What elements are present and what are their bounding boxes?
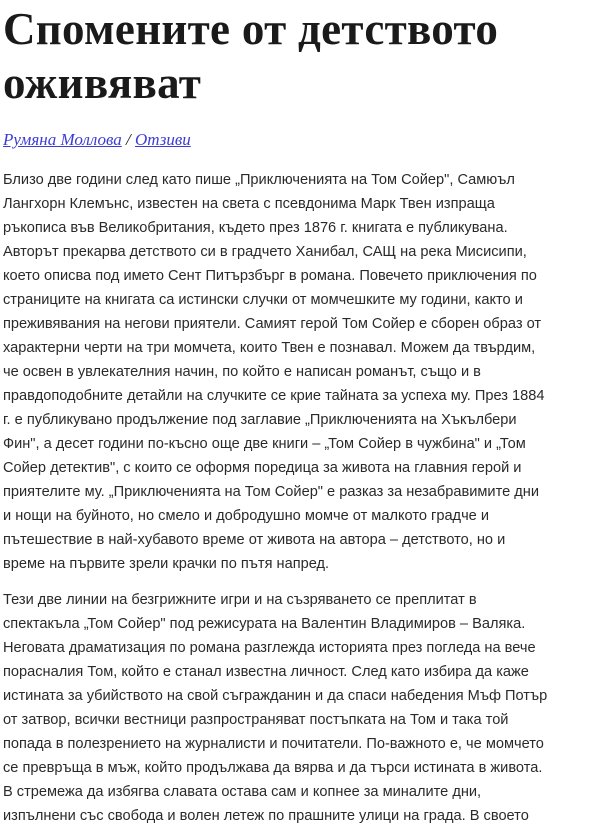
paragraph-line: В стремежа да избягва славата остава сам и копнее за миналите дни, [3,784,482,800]
paragraph-line: Авторът прекарва детството си в градчето Ханибал, САЩ на река Мисисипи, [3,244,527,260]
article-paragraph-1 [3,168,600,576]
paragraph-line: Неговата драматизация по романа разглежда историята през погледа на вече [3,640,536,656]
paragraph-line: характерни черти на три момчета, които Твен е познавал. Можем да твърдим, [3,340,536,356]
paragraph-line: приятелите му. „Приключенията на Том Сойер" е разказ за незабравимите дни [3,484,539,500]
paragraph-line: от затвор, всички вестници разпространяват постъпката на Том и така той [3,712,509,728]
paragraph-line: Фин", а десет години по-късно още две книги – „Том Сойер в чужбина" и „Том [3,436,526,452]
article-byline [3,130,600,154]
article-paragraph-2 [3,588,600,828]
byline-separator: / [125,130,131,149]
paragraph-line: истината за убийството на свой съгражданин и да спаси набедения Мъф Потър [3,688,548,704]
paragraph-line: Сойер детектив", с които се оформя поредица за живота на главния герой и [3,460,522,476]
paragraph-line: г. е публикувано продължение под заглавие „Приключенията на Хъкълбери [3,412,517,428]
paragraph-line: Лангхорн Клемънс, известен на света с псевдонима Марк Твен изпраща [3,196,495,212]
paragraph-line: изпълнени със свобода и волен летеж по прашните улици на града. В своето [3,808,529,824]
paragraph-line: се превръща в мъж, който продължава да вярва и да търси истината в живота. [3,760,543,776]
paragraph-line: време на първите зрели крачки по пътя напред. [3,556,330,572]
paragraph-line: пътешествие в най-хубавото време от живота на автора – детството, но и [3,532,506,548]
article-title [3,0,600,110]
paragraph-line: преживявания на негови приятели. Самият герой Том Сойер е сборен образ от [3,316,542,332]
paragraph-line: спектакъла „Том Сойер" под режисурата на Валентин Владимиров – Валяка. [3,616,526,632]
paragraph-line: страниците на книгата са истински случки от момчешките му години, както и [3,292,523,308]
author-link[interactable]: Румяна Моллова [3,130,122,149]
article-body [3,168,600,828]
paragraph-line: че освен в увлекателния начин, по който е написан романът, също и в [3,364,481,380]
paragraph-line: попада в полезрението на журналисти и почитатели. По-важното е, че момчето [3,736,544,752]
paragraph-line: ръкописа във Великобритания, където през 1876 г. книгата е публикувана. [3,220,508,236]
paragraph-line: Тези две линии на безгрижните игри и на съзряването се преплитат в [3,592,477,608]
paragraph-line: Близо две години след като пише „Приключенията на Том Сойер", Самюъл [3,172,515,188]
paragraph-line: и нощи на буйното, но смело и добродушно момче от малкото градче и [3,508,490,524]
paragraph-line: правдоподобните детайли на случките се крие тайната за успеха му. През 1884 [3,388,545,404]
article-title-line-1: Спомените от детството [3,4,499,54]
paragraph-line: което описва под името Сент Питързбърг в романа. Повечето приключения по [3,268,537,284]
category-link[interactable]: Отзиви [134,130,191,149]
paragraph-line: порасналия Том, който е станал известна личност. След като избира да каже [3,664,529,680]
article-title-line-2: оживяват [3,58,202,108]
